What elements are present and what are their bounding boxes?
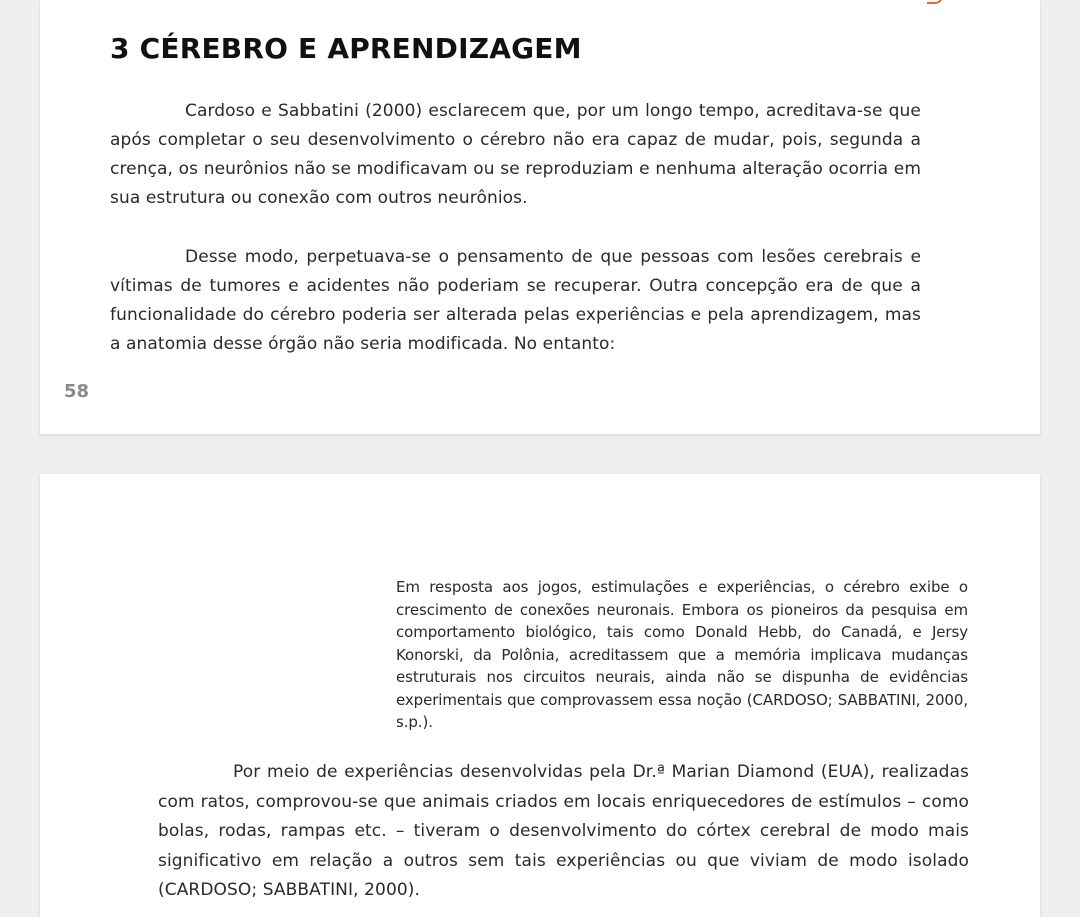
page-59: [40, 474, 1040, 917]
decorative-stroke: [927, 0, 943, 4]
page-number: 58: [64, 381, 90, 402]
section-title: 3 CÉREBRO E APRENDIZAGEM: [110, 32, 582, 65]
body-paragraph: Desse modo, perpetuava-se o pensamento de que pessoas com lesões cerebrais e vítimas de tumores e acidentes não poderiam se recuperar. Outra concepção era de que a funcionalidade do cérebro poderia ser alterada pelas experiências e pela aprendizagem, mas a anatomia desse órgão não seria modificada. No entanto:: [110, 247, 921, 354]
page-58: [40, 0, 1040, 434]
block-quote: Em resposta aos jogos, estimulações e experiências, o cérebro exibe o crescimento de conexões neuronais. Embora os pioneiros da pesquisa em comportamento biológico, tais como Donald Hebb, do Canadá, e Jersy Konorski, da Polônia, acreditassem que a memória implicava mudanças estruturais nos circuitos neurais, ainda não se dispunha de evidências experimentais que comprovassem essa noção (CARDOSO; SABBATINI, 2000, s.p.).: [396, 578, 968, 731]
body-paragraph: Por meio de experiências desenvolvidas pela Dr.ª Marian Diamond (EUA), realizadas com ratos, comprovou-se que animais criados em locais enriquecedores de estímulos – como bolas, rodas, rampas etc. – tiveram o desenvolvimento do córtex cerebral de modo mais significativo em relação a outros sem tais experiências ou que viviam de modo isolado (CARDOSO; SABBATINI, 2000).: [158, 762, 969, 900]
body-paragraph: Cardoso e Sabbatini (2000) esclarecem que, por um longo tempo, acreditava-se que após completar o seu desenvolvimento o cérebro não era capaz de mudar, pois, segunda a crença, os neurônios não se modificavam ou se reproduziam e nenhuma alteração ocorria em sua estrutura ou conexão com outros neurônios.: [110, 101, 921, 208]
